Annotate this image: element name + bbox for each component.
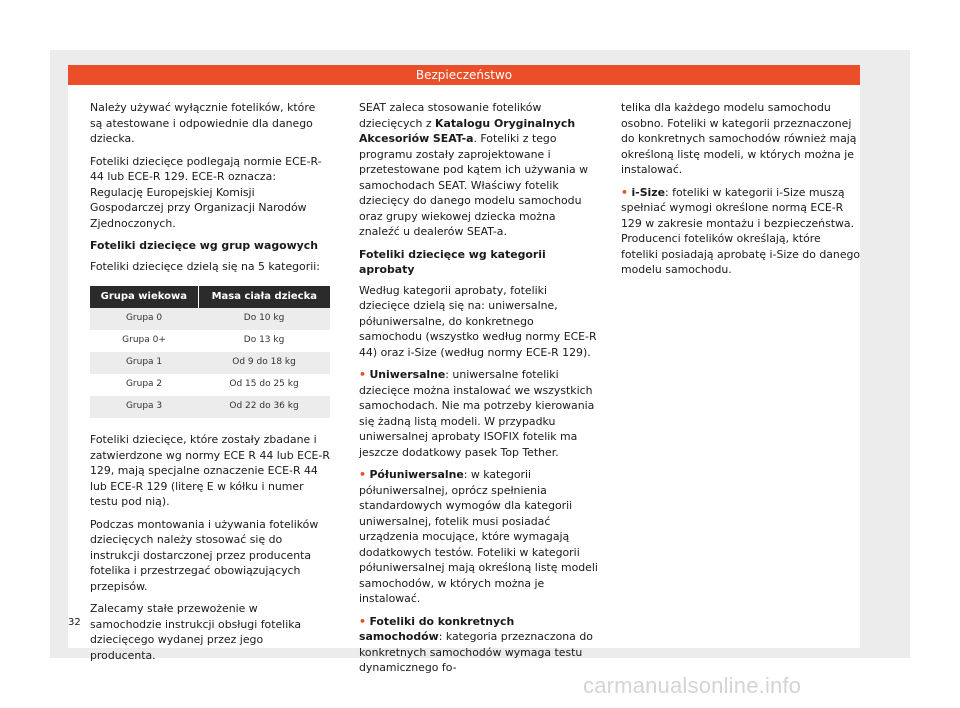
bullet-term: Uniwersalne — [369, 368, 446, 381]
paragraph: Według kategorii aprobaty, foteliki dziecięce dzielą się na: uniwersalne, półuniwersalne, do konkretnego samochodu (wszystko według normy ECE-R 44) oraz i-Size (według normy ECE-R 129). — [359, 283, 597, 359]
column-3 — [621, 100, 861, 285]
catalog-name: Katalogu Oryginalnych Akcesoriów SEAT-a — [359, 116, 576, 145]
paragraph: Foteliki dziecięce podlegają normie ECE-R-44 lub ECE-R 129. ECE-R oznacza: Regulację Europejskiej Komisji Gospodarczej przy Organizacji Narodów Zjednoczonych. — [90, 154, 322, 230]
table-cell: Do 13 kg — [198, 330, 330, 352]
bullet-term: Foteliki do konkretnych samochodów — [359, 614, 515, 643]
table-cell: Grupa 1 — [90, 352, 198, 374]
paragraph: Zalecamy stałe przewożenie w samochodzie instrukcji obsługi fotelika dziecięcego wydanej przez jego producenta. — [90, 602, 302, 662]
bullet-text: : kategoria przeznaczona do konkretnych samochodów wymaga testu dynamicznego fo- — [359, 630, 593, 674]
bullet-item — [359, 614, 599, 676]
bullet-text: : foteliki w kategorii i-Size muszą spełniać wymogi określone normą ECE-R 129 w zakresie montażu i bezpieczeństwa. Producenci fotelików określają, które foteliki posiadają aprobatę i-Size do danego modelu samochodu. — [621, 185, 861, 276]
table-row — [90, 396, 330, 418]
section-heading: Foteliki dziecięce wg kategorii aprobaty — [359, 247, 546, 276]
column-2 — [359, 100, 599, 683]
paragraph — [359, 100, 599, 240]
table-cell: Od 22 do 36 kg — [198, 396, 330, 418]
table-cell: Grupa 3 — [90, 396, 198, 418]
bullet-text: : uniwersalne foteliki dziecięce można instalować we wszystkich samochodach. Nie ma potrzeby kierowania się żadną listą modeli. W przypadku uniwersalnej aprobaty ISOFIX fotelik ma jeszcze dodatkowy pasek Top Tether. — [359, 368, 595, 459]
paragraph: Należy używać wyłącznie fotelików, które są atestowane i odpowiednie dla danego dziecka. — [90, 101, 316, 145]
paragraph: Foteliki dziecięce dzielą się na 5 kategorii: — [90, 259, 320, 273]
section-heading: Foteliki dziecięce wg grup wagowych — [90, 239, 318, 252]
table-cell: Do 10 kg — [198, 308, 330, 330]
paragraph: Podczas montowania i używania fotelików dziecięcych należy stosować się do instrukcji dostarczonej przez producenta fotelika i przestrzegać obowiązujących przepisów. — [90, 517, 319, 593]
table-cell: Od 9 do 18 kg — [198, 352, 330, 374]
bullet-icon: • — [359, 614, 366, 628]
text: SEAT zaleca stosowanie fotelików dziecięcych z — [359, 101, 542, 130]
table-header-cell: Masa ciała dziecka — [198, 286, 330, 308]
bullet-term: i-Size — [631, 185, 665, 199]
bullet-item — [621, 185, 861, 278]
paragraph: Foteliki dziecięce, które zostały zbadane i zatwierdzone wg normy ECE R 44 lub ECE-R 129, mają specjalne oznaczenie ECE-R 44 lub ECE-R 129 (literę E w kółku i numer testu pod nią). — [90, 433, 330, 508]
table-cell: Od 15 do 25 kg — [198, 374, 330, 396]
section-header: Bezpieczeństwo — [68, 65, 860, 85]
table-row — [90, 374, 330, 396]
table-header-row — [90, 286, 330, 308]
text: . Foteliki z tego programu zostały zaprojektowane i przetestowane pod kątem ich używania w samochodach SEAT. Właściwy fotelik dziecięcy do danego modelu samochodu oraz grupy wiekowej dziecka można znaleźć u dealerów SEAT-a. — [359, 132, 588, 238]
table-cell: Grupa 0+ — [90, 330, 198, 352]
table-header-cell: Grupa wiekowa — [90, 286, 198, 308]
bullet-icon: • — [621, 185, 628, 199]
paragraph: telika dla każdego modelu samochodu osobno. Foteliki w kategorii przeznaczonej do konkretnych samochodów również mają określoną listę modeli, w których można je instalować. — [621, 101, 857, 176]
bullet-icon: • — [359, 468, 366, 481]
table-row — [90, 330, 330, 352]
table-cell: Grupa 0 — [90, 308, 198, 330]
watermark-text: carmanualsonline.info — [583, 673, 802, 698]
manual-page — [68, 68, 861, 674]
weight-group-table — [90, 286, 330, 418]
bullet-text: : w kategorii półuniwersalnej, oprócz spełnienia standardowych wymogów dla kategorii uniwersalnej, fotelik musi posiadać urządzenia mocujące, które wymagają dodatkowych testów. Foteliki w kategorii półuniwersalnej mają określoną listę modeli samochodów, w których można je instalować. — [359, 468, 598, 605]
bullet-term: Półuniwersalne — [369, 468, 464, 481]
bullet-item — [359, 467, 599, 607]
bullet-item — [359, 367, 599, 460]
table-cell: Grupa 2 — [90, 374, 198, 396]
bullet-icon: • — [359, 368, 366, 381]
page-number: 32 — [68, 617, 81, 628]
table-row — [90, 308, 330, 330]
table-row — [90, 352, 330, 374]
column-1 — [90, 100, 330, 670]
